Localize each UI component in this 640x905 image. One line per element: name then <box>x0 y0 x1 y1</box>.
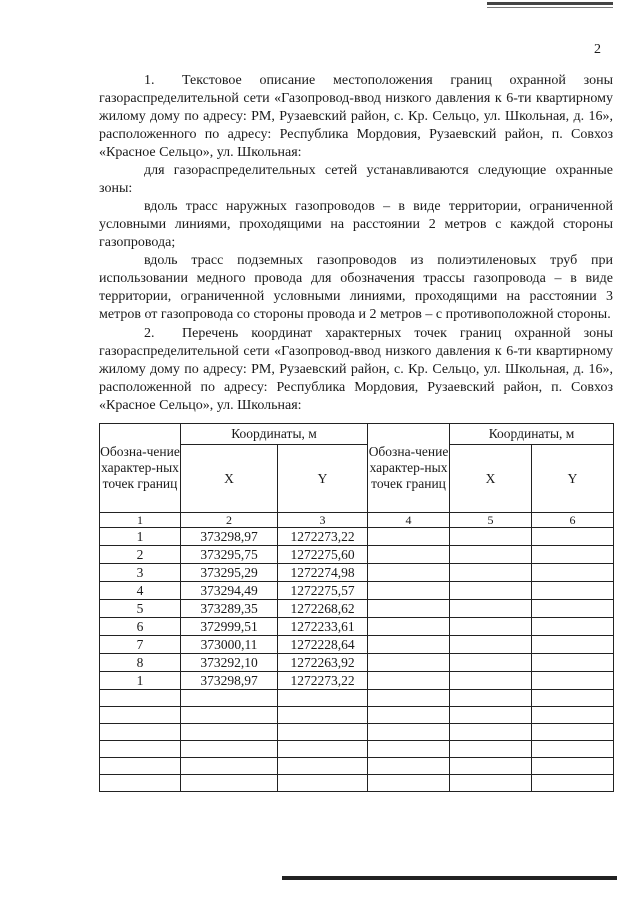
empty-cell <box>450 654 532 672</box>
scan-mark-top <box>487 2 613 11</box>
empty-cell <box>100 707 181 724</box>
x-header-right: X <box>450 445 532 513</box>
empty-cell <box>181 724 278 741</box>
empty-cell <box>100 775 181 792</box>
empty-cell <box>532 636 614 654</box>
empty-table-row <box>100 741 614 758</box>
empty-cell <box>100 741 181 758</box>
y-header-left: Y <box>278 445 368 513</box>
section-1-paragraph: вдоль трасс наружных газопроводов – в виде территории, ограниченной условными линиями, проходящими на расстоянии 2 метров с каждой стороны газопровода; <box>99 199 613 250</box>
table-row <box>100 528 614 546</box>
scan-mark-bottom <box>282 876 617 880</box>
empty-table-row <box>100 707 614 724</box>
column-number: 1 <box>100 513 181 528</box>
empty-cell <box>532 775 614 792</box>
empty-cell <box>368 528 450 546</box>
empty-cell <box>100 758 181 775</box>
empty-cell <box>368 741 450 758</box>
x-header-left: X <box>181 445 278 513</box>
table-row <box>100 618 614 636</box>
empty-cell <box>368 690 450 707</box>
y-cell: 1272273,22 <box>278 528 368 546</box>
empty-cell <box>532 600 614 618</box>
table-row <box>100 600 614 618</box>
column-number: 3 <box>278 513 368 528</box>
x-cell: 373294,49 <box>181 582 278 600</box>
empty-cell <box>368 618 450 636</box>
empty-cell <box>368 707 450 724</box>
section-1 <box>99 72 613 324</box>
empty-cell <box>450 741 532 758</box>
point-cell: 6 <box>100 618 181 636</box>
empty-cell <box>532 707 614 724</box>
point-cell: 1 <box>100 528 181 546</box>
section-1-number: 1. <box>144 73 155 88</box>
empty-cell <box>532 618 614 636</box>
empty-cell <box>100 690 181 707</box>
y-header-right: Y <box>532 445 614 513</box>
section-2-heading-text: Перечень координат характерных точек границ охранной зоны газораспределительной сети «Газопровод-ввод низкого давления к 6-ти квартирному жилому дому по адресу: РМ, Рузаевский район, с. Кр. Сельцо, ул. Школьная, д. 16», расположенной по адресу: Республика Мордовия, Рузаевский район, п. Совхоз «Красное Сельцо», ул. Школьная: <box>99 326 613 413</box>
y-cell: 1272228,64 <box>278 636 368 654</box>
empty-cell <box>181 741 278 758</box>
empty-cell <box>450 528 532 546</box>
empty-cell <box>278 724 368 741</box>
x-cell: 373292,10 <box>181 654 278 672</box>
point-cell: 8 <box>100 654 181 672</box>
empty-cell <box>100 724 181 741</box>
empty-cell <box>368 636 450 654</box>
y-cell: 1272233,61 <box>278 618 368 636</box>
x-cell: 373298,97 <box>181 528 278 546</box>
y-cell: 1272273,22 <box>278 672 368 690</box>
x-cell: 373298,97 <box>181 672 278 690</box>
table-row <box>100 546 614 564</box>
empty-cell <box>278 775 368 792</box>
point-cell: 2 <box>100 546 181 564</box>
coordinates-table <box>99 423 614 792</box>
column-number-row <box>100 513 614 528</box>
empty-cell <box>368 546 450 564</box>
empty-cell <box>532 724 614 741</box>
table-row <box>100 654 614 672</box>
empty-table-row <box>100 724 614 741</box>
empty-cell <box>450 582 532 600</box>
empty-cell <box>181 758 278 775</box>
empty-cell <box>368 582 450 600</box>
empty-cell <box>532 564 614 582</box>
y-cell: 1272263,92 <box>278 654 368 672</box>
section-2-number: 2. <box>144 326 155 341</box>
x-cell: 372999,51 <box>181 618 278 636</box>
coords-header-right: Координаты, м <box>450 424 614 445</box>
section-2-heading <box>99 325 613 415</box>
column-number: 2 <box>181 513 278 528</box>
empty-cell <box>532 690 614 707</box>
x-cell: 373289,35 <box>181 600 278 618</box>
empty-cell <box>368 775 450 792</box>
section-2 <box>99 325 613 415</box>
empty-cell <box>368 758 450 775</box>
empty-table-row <box>100 775 614 792</box>
empty-cell <box>278 690 368 707</box>
empty-cell <box>450 672 532 690</box>
empty-cell <box>450 636 532 654</box>
empty-cell <box>532 758 614 775</box>
empty-cell <box>278 758 368 775</box>
empty-cell <box>450 600 532 618</box>
point-cell: 4 <box>100 582 181 600</box>
point-cell: 3 <box>100 564 181 582</box>
designation-header-left: Обозна-чение характер-ных точек границ <box>100 424 181 513</box>
empty-cell <box>368 654 450 672</box>
point-cell: 7 <box>100 636 181 654</box>
empty-cell <box>532 546 614 564</box>
column-number: 6 <box>532 513 614 528</box>
empty-cell <box>450 564 532 582</box>
section-1-paragraph: для газораспределительных сетей устанавливаются следующие охранные зоны: <box>99 163 613 196</box>
point-cell: 1 <box>100 672 181 690</box>
empty-cell <box>450 618 532 636</box>
empty-cell <box>368 672 450 690</box>
table-row <box>100 672 614 690</box>
empty-cell <box>532 654 614 672</box>
empty-cell <box>532 528 614 546</box>
empty-cell <box>450 546 532 564</box>
x-cell: 373295,75 <box>181 546 278 564</box>
table-row <box>100 564 614 582</box>
empty-cell <box>450 690 532 707</box>
y-cell: 1272275,57 <box>278 582 368 600</box>
x-cell: 373295,29 <box>181 564 278 582</box>
empty-cell <box>532 672 614 690</box>
table-row <box>100 636 614 654</box>
column-number: 5 <box>450 513 532 528</box>
empty-cell <box>181 707 278 724</box>
empty-cell <box>278 741 368 758</box>
designation-header-right: Обозна-чение характер-ных точек границ <box>368 424 450 513</box>
empty-cell <box>368 600 450 618</box>
empty-cell <box>450 775 532 792</box>
empty-cell <box>450 724 532 741</box>
empty-cell <box>450 707 532 724</box>
x-cell: 373000,11 <box>181 636 278 654</box>
column-number: 4 <box>368 513 450 528</box>
y-cell: 1272275,60 <box>278 546 368 564</box>
empty-cell <box>532 741 614 758</box>
empty-cell <box>368 564 450 582</box>
y-cell: 1272268,62 <box>278 600 368 618</box>
section-1-paragraph: вдоль трасс подземных газопроводов из полиэтиленовых труб при использовании медного провода для обозначения трассы газопровода – в виде территории, ограниченной условными линиями, проходящими на расстоянии 3 метров от газопровода со стороны провода и 2 метров – с противоположной стороны. <box>99 253 613 322</box>
empty-table-row <box>100 758 614 775</box>
empty-cell <box>181 775 278 792</box>
page-number: 2 <box>594 42 601 57</box>
empty-cell <box>181 690 278 707</box>
empty-table-row <box>100 690 614 707</box>
empty-cell <box>532 582 614 600</box>
section-1-heading <box>99 72 613 162</box>
table-row <box>100 582 614 600</box>
section-1-heading-text: Текстовое описание местоположения границ охранной зоны газораспределительной сети «Газопровод-ввод низкого давления к 6-ти квартирному жилому дому по адресу: РМ, Рузаевский район, с. Кр. Сельцо, ул. Школьная, д. 16», расположенного по адресу: Республика Мордовия, Рузаевский район, п. Совхоз «Красное Сельцо», ул. Школьная: <box>99 73 613 160</box>
empty-cell <box>450 758 532 775</box>
empty-cell <box>368 724 450 741</box>
y-cell: 1272274,98 <box>278 564 368 582</box>
coords-header-left: Координаты, м <box>181 424 368 445</box>
empty-cell <box>278 707 368 724</box>
point-cell: 5 <box>100 600 181 618</box>
